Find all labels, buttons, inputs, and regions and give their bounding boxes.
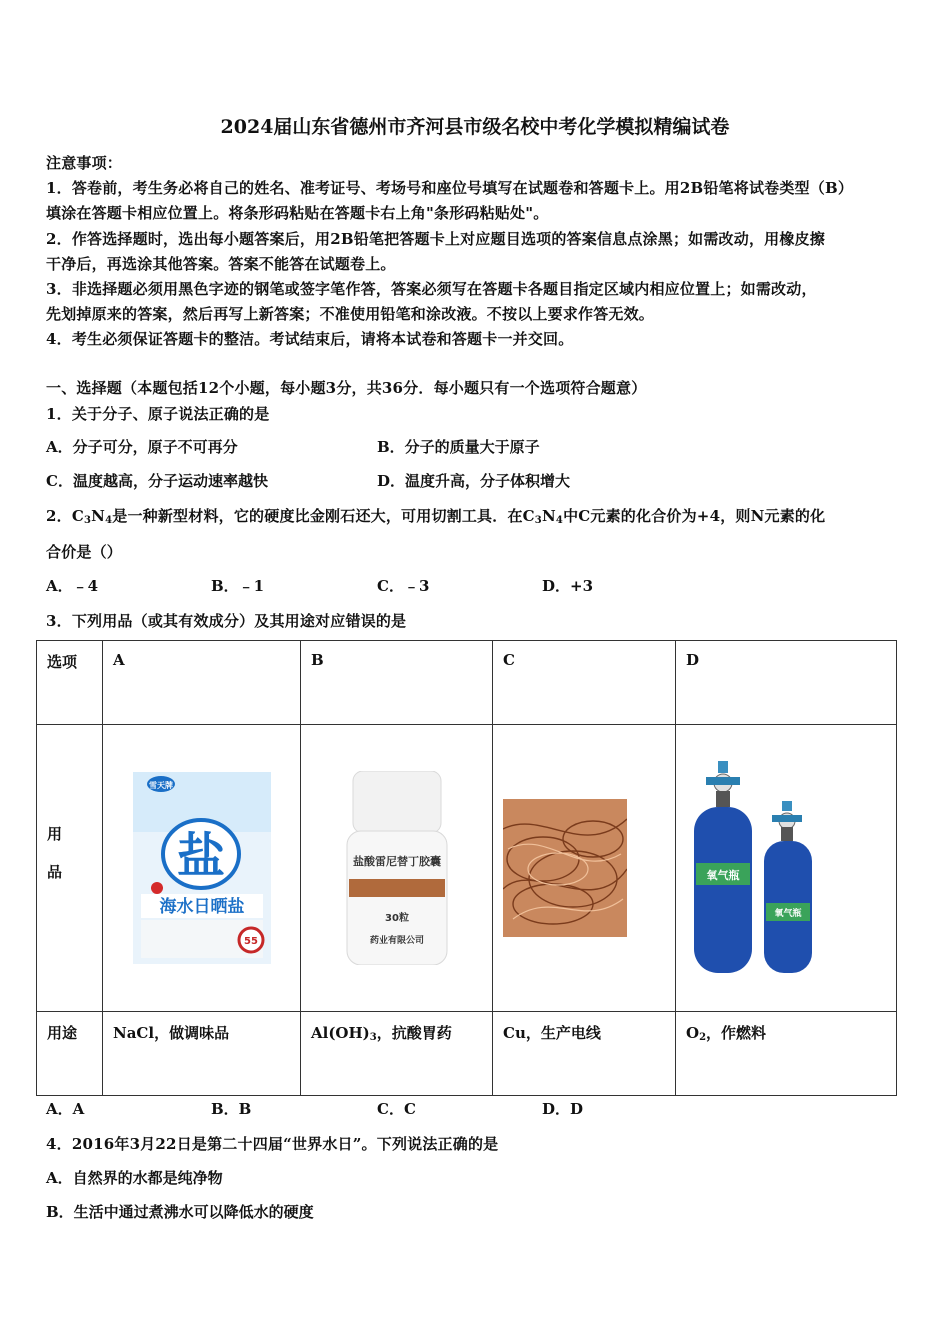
usage-cell-c: Cu，生产电线 — [493, 1012, 676, 1096]
salt-badge-text: 55 — [243, 936, 258, 947]
q3-option-b: B．B — [211, 1100, 252, 1118]
usage-cell-a: NaCl，做调味品 — [103, 1012, 301, 1096]
header-cell: B — [301, 641, 493, 725]
table-row — [37, 725, 897, 1012]
q3-stem: 3．下列用品（或其有效成分）及其用途对应错误的是 — [46, 612, 407, 630]
q2-option-b: B．﹣1 — [211, 577, 265, 595]
q1-option-d: D．温度升高，分子体积增大 — [377, 472, 571, 490]
notice-line: 干净后，再选涂其他答案。答案不能答在试题卷上。 — [46, 255, 396, 273]
salt-char-text: 盐 — [176, 828, 225, 884]
bottle-count-text: 30粒 — [384, 913, 409, 924]
q1-option-c: C．温度越高，分子运动速率越快 — [46, 472, 268, 490]
tank-label-1: 氧气瓶 — [706, 869, 740, 882]
table-row — [37, 1012, 897, 1096]
row-label: 用 品 — [47, 825, 63, 881]
image-cell-b — [301, 725, 493, 1012]
image-cell-d — [676, 725, 897, 1012]
q4-stem: 4．2016年3月22日是第二十四届“世界水日”。下列说法正确的是 — [46, 1135, 499, 1153]
notice-line: 3．非选择题必须用黑色字迹的钢笔或签字笔作答，答案必须写在答题卡各题目指定区域内相应位置上；如需改动， — [46, 280, 817, 298]
notice-heading: 注意事项： — [46, 154, 123, 172]
notice-line: 先划掉原来的答案，然后再写上新答案；不准使用铅笔和涂改液。不按以上要求作答无效。 — [46, 305, 655, 323]
salt-bag-image — [133, 772, 271, 964]
medicine-bottle-image — [345, 771, 449, 965]
usage-label-cell: 用途 — [37, 1012, 103, 1096]
q4-option-a: A．自然界的水都是纯净物 — [46, 1169, 223, 1187]
row-label-cell — [37, 725, 103, 1012]
image-cell-a — [103, 725, 301, 1012]
salt-brand-text: 雪天牌 — [148, 781, 173, 790]
usage-cell-b: $Al(OH)_3$，抗酸胃药 — [301, 1012, 493, 1096]
q2-option-c: C．﹣3 — [377, 577, 430, 595]
q1-option-b: B．分子的质量大于原子 — [377, 438, 540, 456]
tank-label-2: 氧气瓶 — [774, 909, 802, 919]
image-cell-c — [493, 725, 676, 1012]
bottle-label-text: 盐酸雷尼替丁胶囊 — [352, 855, 441, 868]
q3-option-a: A．A — [46, 1100, 85, 1118]
header-cell: C — [493, 641, 676, 725]
section-heading: 一、选择题（本题包括12个小题，每小题3分，共36分．每小题只有一个选项符合题意） — [46, 379, 647, 397]
q1-option-a: A．分子可分，原子不可再分 — [46, 438, 238, 456]
q3-option-d: D．D — [542, 1100, 584, 1118]
q3-option-c: C．C — [377, 1100, 416, 1118]
oxygen-tanks-image — [686, 761, 836, 975]
table-row — [37, 641, 897, 725]
q2-stem-line2: 合价是（） — [46, 543, 123, 561]
header-cell: 选项 — [37, 641, 103, 725]
q3-table — [36, 640, 897, 1096]
copper-wire-image — [503, 799, 627, 937]
salt-name-text: 海水日晒盐 — [159, 897, 244, 917]
page-title: 2024届山东省德州市齐河县市级名校中考化学模拟精编试卷 — [220, 116, 730, 138]
q1-stem: 1．关于分子、原子说法正确的是 — [46, 405, 270, 423]
header-cell: A — [103, 641, 301, 725]
bottle-maker-text: 药业有限公司 — [369, 936, 424, 946]
q2-option-a: A．﹣4 — [46, 577, 99, 595]
notice-line: 1．答卷前，考生务必将自己的姓名、准考证号、考场号和座位号填写在试题卷和答题卡上。用2B铅笔将试卷类型（B） — [46, 179, 854, 197]
notice-line: 4．考生必须保证答题卡的整洁。考试结束后，请将本试卷和答题卡一并交回。 — [46, 330, 574, 348]
notice-line: 填涂在答题卡相应位置上。将条形码粘贴在答题卡右上角"条形码粘贴处"。 — [46, 204, 549, 222]
header-cell: D — [676, 641, 897, 725]
q2-stem: 2．$C_3N_4$是一种新型材料，它的硬度比金刚石还大，可用切割工具．在$C_3N_4$中C元素的化合价为+4，则N元素的化 — [46, 507, 826, 526]
usage-cell-d: $O_2$，作燃料 — [676, 1012, 897, 1096]
notice-line: 2．作答选择题时，选出每小题答案后，用2B铅笔把答题卡上对应题目选项的答案信息点涂黑；如需改动，用橡皮擦 — [46, 230, 825, 248]
q2-option-d: D．+3 — [542, 577, 594, 595]
q4-option-b: B．生活中通过煮沸水可以降低水的硬度 — [46, 1203, 314, 1221]
